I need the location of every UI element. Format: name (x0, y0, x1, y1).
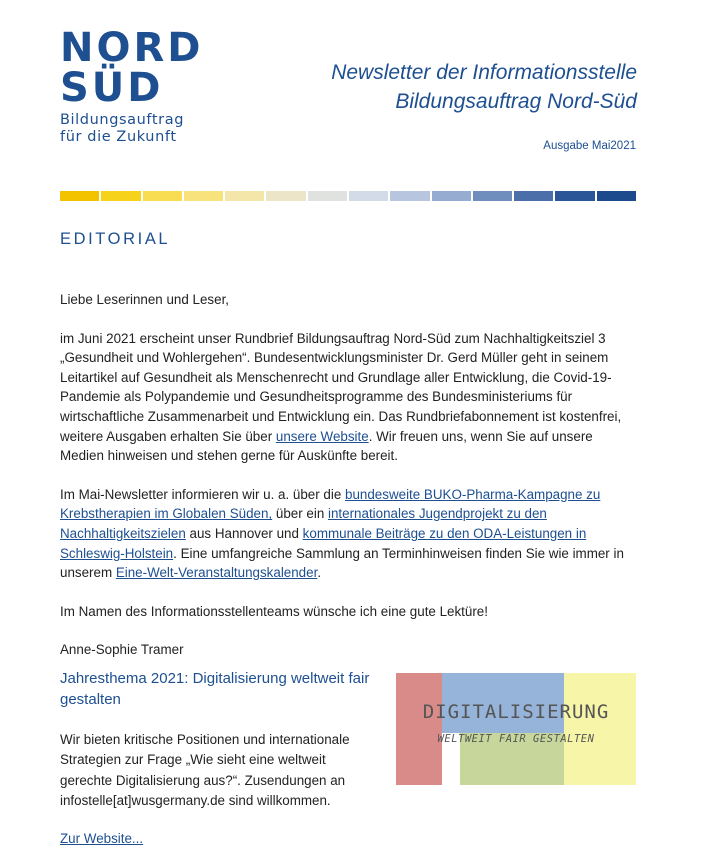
theme-section (60, 668, 380, 846)
newsletter-title-line1: Newsletter der Informationsstelle (331, 61, 637, 84)
p1-end: . Wir freuen uns, wenn Sie auf unsere Medien hinweisen und stehen gerne für Auskünfte bereit. (60, 428, 593, 464)
color-bar-segment (432, 191, 471, 201)
p2-d: . Eine umfangreiche Sammlung an Terminhinweisen finden Sie wie immer in unserem (60, 545, 624, 581)
logo-sub-2: für die Zukunft (60, 129, 177, 145)
p1-text: im Juni 2021 erscheint unser Rundbrief Bildungsauftrag Nord-Süd zum Nachhaltigkeitsziel 3 „Gesundheit und Wohlergehen“. Bundesentwicklungsminister Dr. Gerd Müller geht in seinem Leitartikel auf Gesundheit als Menschenrecht und Grundlage aller Entwicklung, die Covid-19-Pandemie als Polypandemie und Gesundheitsprogramme des Bundesministeriums für wirtschaftliche Zusammenarbeit und Entwicklung ein. Das Rundbriefabonnement ist kostenfrei, weitere Ausgaben erhalten Sie über (60, 330, 622, 444)
p2-a: Im Mai-Newsletter informieren wir u. a. über die (60, 486, 346, 502)
color-bar-segment (349, 191, 388, 201)
color-bar-segment (473, 191, 512, 201)
theme-text: Wir bieten kritische Positionen und internationale Strategien zur Frage „Wie sieht eine weltweit gerechte Digitalisierung aus?“. Zusendungen an infostelle[at]wusgermany.de sind willkommen. (60, 732, 350, 809)
color-bar-segment (266, 191, 305, 201)
signature: Anne-Sophie Tramer (60, 642, 184, 658)
color-bar-segment (225, 191, 264, 201)
image-block-yellow (564, 673, 636, 785)
paragraph-2 (60, 485, 640, 583)
logo (60, 25, 204, 146)
paragraph-1 (60, 329, 640, 466)
logo-sued: SÜD (60, 65, 164, 111)
jugendprojekt-link[interactable]: internationales Jugendprojekt zu den Nachhaltigkeitszielen (60, 506, 547, 541)
image-block-red (396, 673, 442, 785)
editorial-body (60, 290, 640, 679)
digitalisierung-image (396, 673, 636, 785)
website-link[interactable]: unsere Website (275, 428, 369, 444)
color-bar-segment (597, 191, 636, 201)
buko-pharma-link[interactable]: bundesweite BUKO-Pharma-Kampagne zu Krebstherapien im Globalen Süden, (60, 486, 601, 522)
newsletter-title (331, 58, 637, 116)
color-bar-segment (308, 191, 347, 201)
theme-heading: Jahresthema 2021: Digitalisierung weltweit fair gestalten (60, 670, 370, 708)
editorial-heading: EDITORIAL (60, 230, 171, 248)
color-bar (60, 191, 636, 201)
color-bar-segment (101, 191, 140, 201)
color-bar-segment (184, 191, 223, 201)
oda-link[interactable]: kommunale Beiträge zu den ODA-Leistungen in Schleswig-Holstein (60, 525, 587, 561)
logo-nord: NORD (60, 25, 204, 71)
color-bar-segment (555, 191, 594, 201)
color-bar-segment (60, 191, 99, 201)
image-title: DIGITALISIERUNG (422, 701, 610, 723)
color-bar-segment (514, 191, 553, 201)
newsletter-title-line2: Bildungsauftrag Nord-Süd (395, 90, 637, 113)
veranstaltungskalender-link[interactable]: Eine-Welt-Veranstaltungskalender (115, 565, 318, 581)
paragraph-3: Im Namen des Informationsstellenteams wünsche ich eine gute Lektüre! (60, 603, 488, 619)
logo-sub-1: Bildungsauftrag (60, 112, 185, 128)
salutation: Liebe Leserinnen und Leser, (60, 292, 230, 307)
color-bar-segment (390, 191, 429, 201)
theme-website-link[interactable]: Zur Website... (60, 830, 144, 846)
color-bar-segment (143, 191, 182, 201)
issue-label: Ausgabe Mai2021 (543, 140, 636, 152)
p2-b: über ein (272, 506, 328, 522)
image-subtitle: WELTWEIT FAIR GESTALTEN (437, 733, 595, 745)
p2-e: . (317, 565, 322, 581)
p2-c: aus Hannover und (185, 525, 303, 541)
